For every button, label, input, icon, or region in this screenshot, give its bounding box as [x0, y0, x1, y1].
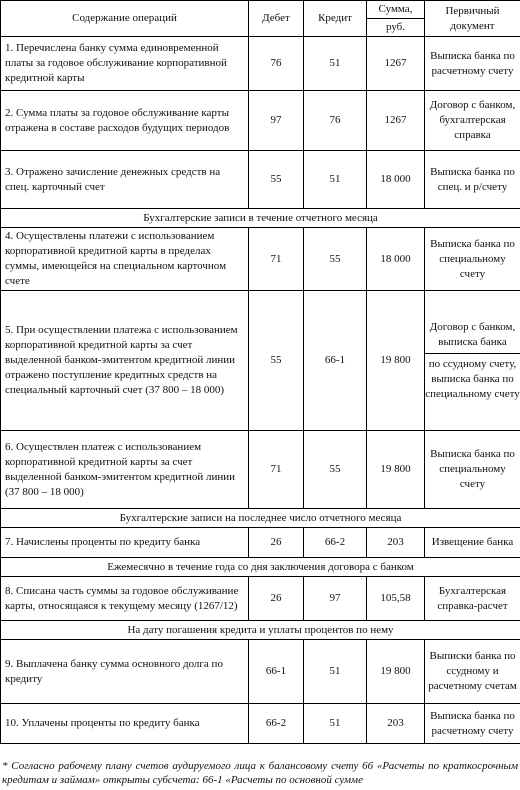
- operation-cell: 4. Осуществлены платежи с использованием корпоративной кредитной карты в пределах суммы, имеющейся на специальном карточном счете: [1, 228, 249, 291]
- header-operation: Содержание операций: [1, 1, 249, 37]
- table-row: [1, 640, 520, 704]
- operation-cell: 10. Уплачены проценты по кредиту банка: [1, 704, 249, 744]
- debit-cell: 55: [249, 291, 304, 431]
- section-title: Ежемесячно в течение года со дня заключения договора с банком: [1, 558, 520, 577]
- table-row: [1, 37, 520, 91]
- document-cell: Бухгалтерская справка-расчет: [425, 577, 520, 621]
- amount-cell: 203: [367, 704, 425, 744]
- operation-cell: 6. Осуществлен платеж с использованием корпоративной кредитной карты за счет выделенной банком-эмитентом кредитной линии (37 800 – 18 000): [1, 431, 249, 509]
- credit-cell: 97: [304, 577, 367, 621]
- debit-cell: 66-2: [249, 704, 304, 744]
- credit-cell: 51: [304, 704, 367, 744]
- amount-cell: 1267: [367, 37, 425, 91]
- document-cell: Выписка банка по специальному счету: [425, 431, 520, 509]
- section-row-monthly: [1, 558, 520, 577]
- document-part-2: по ссудному счету, выписка банка по специальному счету: [425, 353, 520, 402]
- operation-cell: 5. При осуществлении платежа с использованием корпоративной кредитной карты за счет выделенной банком-эмитентом кредитной линии отражено поступление кредитных средств на специальный карточный счет (37 800 – 18 000): [1, 291, 249, 431]
- table-row: [1, 577, 520, 621]
- credit-cell: 51: [304, 151, 367, 209]
- header-document: Первичный документ: [425, 1, 520, 37]
- operation-cell: 8. Списана часть суммы за годовое обслуживание карты, относящаяся к текущему месяцу (1267/12): [1, 577, 249, 621]
- amount-cell: 18 000: [367, 151, 425, 209]
- amount-cell: 19 800: [367, 291, 425, 431]
- document-cell: Выписка банка по специальному счету: [425, 228, 520, 291]
- document-cell: Выписка банка по расчетному счету: [425, 37, 520, 91]
- amount-cell: 1267: [367, 91, 425, 151]
- amount-cell: 19 800: [367, 640, 425, 704]
- document-cell: Выписки банка по ссудному и расчетному счетам: [425, 640, 520, 704]
- operation-cell: 9. Выплачена банку сумма основного долга по кредиту: [1, 640, 249, 704]
- debit-cell: 66-1: [249, 640, 304, 704]
- table-row: [1, 151, 520, 209]
- credit-cell: 51: [304, 37, 367, 91]
- credit-cell: 51: [304, 640, 367, 704]
- credit-cell: 66-2: [304, 528, 367, 558]
- table-row: [1, 228, 520, 291]
- header-credit: Кредит: [304, 1, 367, 37]
- operation-cell: 3. Отражено зачисление денежных средств на спец. карточный счет: [1, 151, 249, 209]
- table-row: [1, 431, 520, 509]
- debit-cell: 97: [249, 91, 304, 151]
- header-debit: Дебет: [249, 1, 304, 37]
- amount-cell: 105,58: [367, 577, 425, 621]
- credit-cell: 55: [304, 228, 367, 291]
- section-title: Бухгалтерские записи в течение отчетного месяца: [1, 209, 520, 228]
- section-row-repayment: [1, 621, 520, 640]
- operation-cell: 2. Сумма платы за годовое обслуживание карты отражена в составе расходов будущих периодов: [1, 91, 249, 151]
- amount-cell: 19 800: [367, 431, 425, 509]
- credit-cell: 66-1: [304, 291, 367, 431]
- section-row-last-day: [1, 509, 520, 528]
- section-title: Бухгалтерские записи на последнее число отчетного месяца: [1, 509, 520, 528]
- footnote: * Согласно рабочему плану счетов аудируемого лица к балансовому счету 66 «Расчеты по краткосрочным кредитам и займам» открыты субсчета: 66-1 «Расчеты по основной сумме: [2, 760, 518, 786]
- debit-cell: 71: [249, 228, 304, 291]
- document-part-1: Договор с банком, выписка банка: [429, 320, 516, 348]
- header-amount-top: Сумма,: [367, 1, 425, 19]
- document-cell: Договор с банком, бухгалтерская справка: [425, 91, 520, 151]
- table-row: [1, 291, 520, 431]
- debit-cell: 26: [249, 577, 304, 621]
- debit-cell: 26: [249, 528, 304, 558]
- document-cell: Выписка банка по расчетному счету: [425, 704, 520, 744]
- header-amount-bottom: руб.: [367, 19, 425, 37]
- document-cell: Извещение банка: [425, 528, 520, 558]
- operation-cell: 1. Перечислена банку сумма единовременной платы за годовое обслуживание корпоративной кредитной карты: [1, 37, 249, 91]
- table-row: [1, 91, 520, 151]
- section-title: На дату погашения кредита и уплаты процентов по нему: [1, 621, 520, 640]
- operation-cell: 7. Начислены проценты по кредиту банка: [1, 528, 249, 558]
- table-row: [1, 704, 520, 744]
- document-cell: Выписка банка по спец. и р/счету: [425, 151, 520, 209]
- document-cell: [425, 291, 520, 431]
- credit-cell: 76: [304, 91, 367, 151]
- section-row-month: [1, 209, 520, 228]
- table-row: [1, 528, 520, 558]
- amount-cell: 203: [367, 528, 425, 558]
- debit-cell: 71: [249, 431, 304, 509]
- table-header-row: [1, 1, 520, 19]
- credit-cell: 55: [304, 431, 367, 509]
- debit-cell: 55: [249, 151, 304, 209]
- amount-cell: 18 000: [367, 228, 425, 291]
- debit-cell: 76: [249, 37, 304, 91]
